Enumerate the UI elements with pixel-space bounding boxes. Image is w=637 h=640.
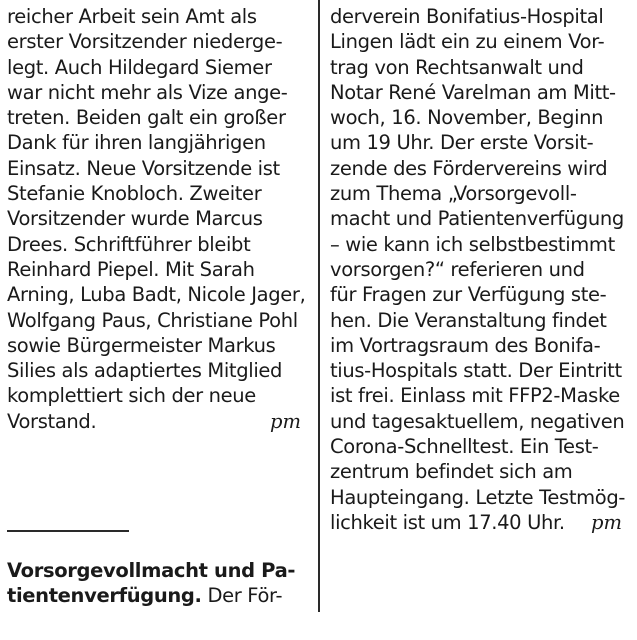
author-signature: pm	[270, 409, 301, 433]
body-start: Der För-	[201, 584, 283, 608]
author-signature: pm	[591, 510, 622, 534]
text-line: Notar René Varelman am Mitt-	[330, 80, 616, 104]
column-divider	[318, 0, 320, 612]
text-line	[330, 510, 630, 535]
text-line: sowie Bürgermeister Markus	[7, 333, 276, 357]
text-line: zum Thema „Vorsorgevoll-	[330, 182, 577, 206]
text-line: komplettiert sich der neue	[7, 384, 256, 408]
text-line: trag von Rechtsanwalt und	[330, 55, 584, 79]
text-line: Vorsitzender wurde Marcus	[7, 207, 263, 231]
text-line-content: Vorstand.	[7, 409, 97, 433]
text-line-content: lichkeit ist um 17.40 Uhr.	[330, 510, 565, 534]
headline-end: tientenverfügung.	[7, 584, 202, 608]
text-line: – wie kann ich selbstbestimmt	[330, 232, 615, 256]
text-line: ist frei. Einlass mit FFP2-Maske	[330, 384, 620, 408]
text-line: um 19 Uhr. Der erste Vorsit-	[330, 131, 594, 155]
left-column	[7, 4, 305, 434]
text-line: Reinhard Piepel. Mit Sarah	[7, 257, 255, 281]
article-headline-continued	[7, 583, 295, 608]
text-line	[7, 409, 305, 434]
text-line: Arning, Luba Badt, Nicole Jager,	[7, 283, 306, 307]
article-headline: Vorsorgevollmacht und Pa-	[7, 559, 296, 582]
text-line: Corona-Schnelltest. Ein Test-	[330, 435, 599, 459]
text-line: Haupteingang. Letzte Testmög-	[330, 485, 626, 509]
text-line: war nicht mehr als Vize ange-	[7, 80, 288, 104]
text-line: zentrum befindet sich am	[330, 460, 573, 484]
text-line: reicher Arbeit sein Amt als	[7, 5, 257, 28]
text-line: Einsatz. Neue Vorsitzende ist	[7, 156, 280, 180]
right-column	[330, 4, 630, 535]
text-line: und tagesaktuellem, negativen	[330, 409, 625, 433]
text-line: treten. Beiden galt ein großer	[7, 106, 286, 130]
text-line: derverein Bonifatius-Hospital	[330, 5, 604, 28]
text-line: erster Vorsitzender niederge-	[7, 30, 283, 54]
text-line: woch, 16. November, Beginn	[330, 106, 604, 130]
text-line: Silies als adaptiertes Mitglied	[7, 359, 283, 383]
text-line: Drees. Schriftführer bleibt	[7, 232, 251, 256]
text-line: zende des Fördervereins wird	[330, 156, 608, 180]
article-separator	[7, 530, 129, 532]
text-line: für Fragen zur Verfügung ste-	[330, 283, 607, 307]
text-line: tius-Hospitals statt. Der Eintritt	[330, 359, 622, 383]
text-line: vorsorgen?“ referieren und	[330, 257, 585, 281]
text-line: hen. Die Veranstaltung findet	[330, 308, 607, 332]
text-line: Wolfgang Paus, Christiane Pohl	[7, 308, 298, 332]
text-line: im Vortragsraum des Bonifa-	[330, 333, 601, 357]
text-line: Dank für ihren langjährigen	[7, 131, 266, 155]
text-line: Stefanie Knobloch. Zweiter	[7, 182, 262, 206]
next-article-start	[7, 558, 295, 609]
text-line: Lingen lädt ein zu einem Vor-	[330, 30, 605, 54]
text-line: macht und Patientenverfügung	[330, 207, 624, 231]
text-line: legt. Auch Hildegard Siemer	[7, 55, 272, 79]
